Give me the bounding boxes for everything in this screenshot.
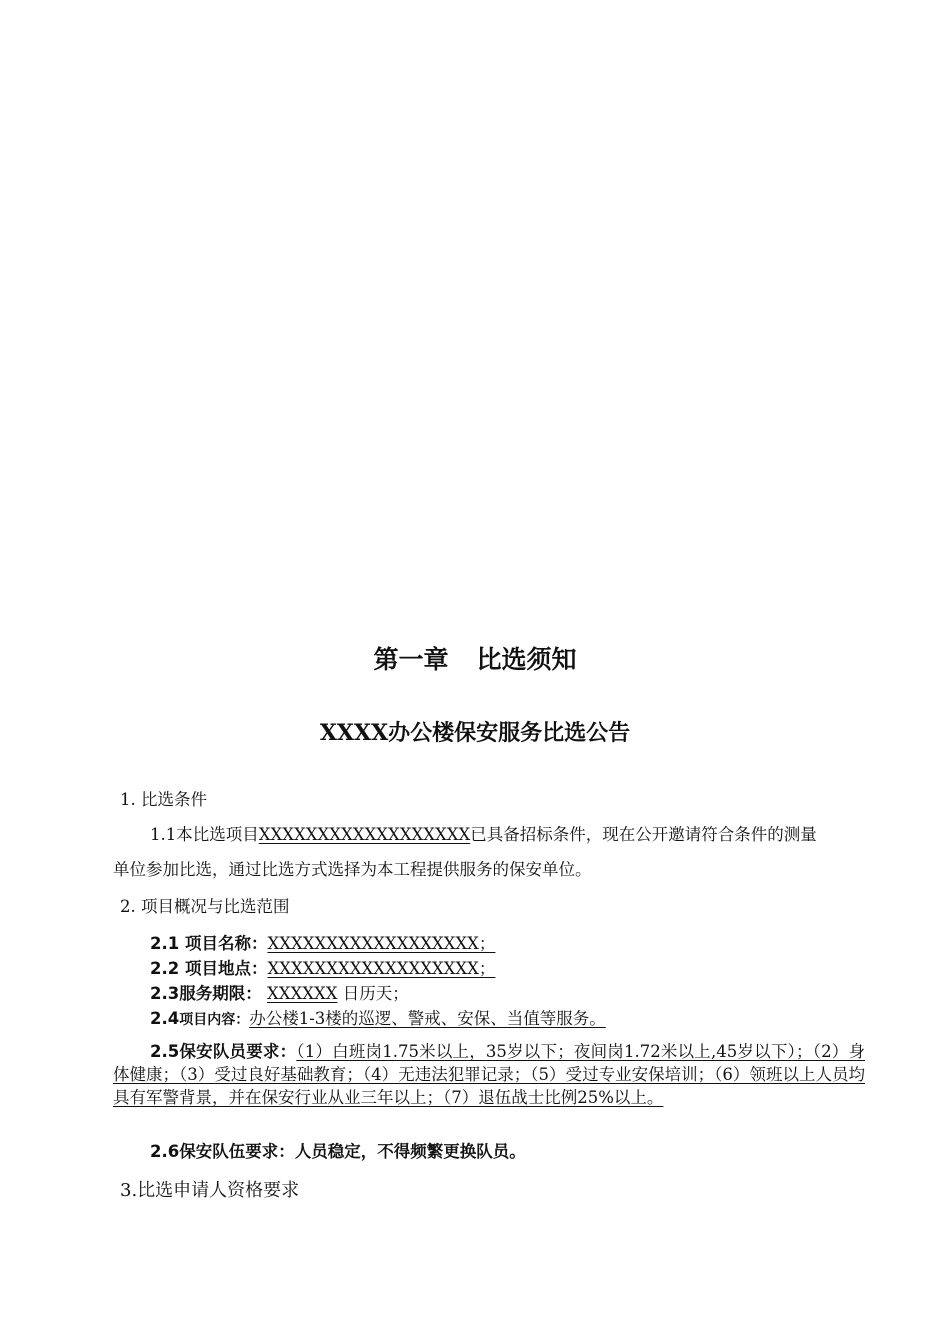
item-2-6-label: 2.6保安队伍要求： xyxy=(150,1142,295,1161)
section1-heading: 1. 比选条件 xyxy=(120,790,207,809)
section3-heading xyxy=(120,1176,299,1202)
item-2-4-label-num: 2.4 xyxy=(150,1009,180,1028)
item-2-4 xyxy=(150,1005,606,1029)
item-2-6-value: 人员稳定，不得频繁更换队员。 xyxy=(294,1142,526,1161)
item-2-3-label: 2.3服务期限： xyxy=(150,984,262,1003)
section3-number: 3. xyxy=(120,1180,138,1201)
item-2-4-label-text: 项目内容： xyxy=(179,1012,250,1028)
item-2-4-value: 办公楼1-3楼的巡逻、警戒、安保、当值等服务。 xyxy=(249,1009,606,1028)
item-2-5-value: （1）白班岗1.75米以上，35岁以下；夜间岗1.72米以上,45岁以下）；（2）身体健康；（3）受过良好基础教育；（4）无违法犯罪记录；（5）受过专业安保培训；（6）领班以上人员均具有军警背景，并在保安行业从业三年以上；（7）退伍战士比例25%以上。 xyxy=(113,1042,865,1107)
section1-paragraph-line1 xyxy=(150,821,817,845)
p1-rest: 已具备招标条件，现在公开邀请符合条件的测量 xyxy=(470,825,817,844)
item-2-6 xyxy=(150,1138,526,1162)
chapter-heading xyxy=(0,640,950,676)
item-2-2-value: XXXXXXXXXXXXXXXXXX； xyxy=(267,959,496,978)
item-2-3-value: XXXXXX xyxy=(266,984,338,1003)
section3-title: 比选申请人资格要求 xyxy=(137,1180,300,1201)
item-2-1-value: XXXXXXXXXXXXXXXXXX； xyxy=(267,934,496,953)
item-2-2-label: 2.2 项目地点： xyxy=(150,959,268,978)
item-2-3 xyxy=(150,980,409,1004)
p1-project: XXXXXXXXXXXXXXXXXX xyxy=(258,825,471,844)
item-2-5 xyxy=(113,1040,865,1109)
notice-title: XXXX办公楼保安服务比选公告 xyxy=(319,720,631,746)
item-2-3-suffix: 日历天； xyxy=(342,984,409,1003)
section2-heading: 2. 项目概况与比选范围 xyxy=(120,897,290,916)
section1-paragraph-line2: 单位参加比选，通过比选方式选择为本工程提供服务的保安单位。 xyxy=(113,860,592,879)
chapter-title: 比选须知 xyxy=(476,645,577,674)
item-2-2 xyxy=(150,955,495,979)
item-2-5-label: 2.5保安队员要求： xyxy=(150,1042,297,1061)
chapter-label: 第一章 xyxy=(373,645,449,674)
p1-prefix: 1.1本比选项目 xyxy=(150,825,259,844)
item-2-1 xyxy=(150,930,495,954)
item-2-1-label: 2.1 项目名称： xyxy=(150,934,268,953)
